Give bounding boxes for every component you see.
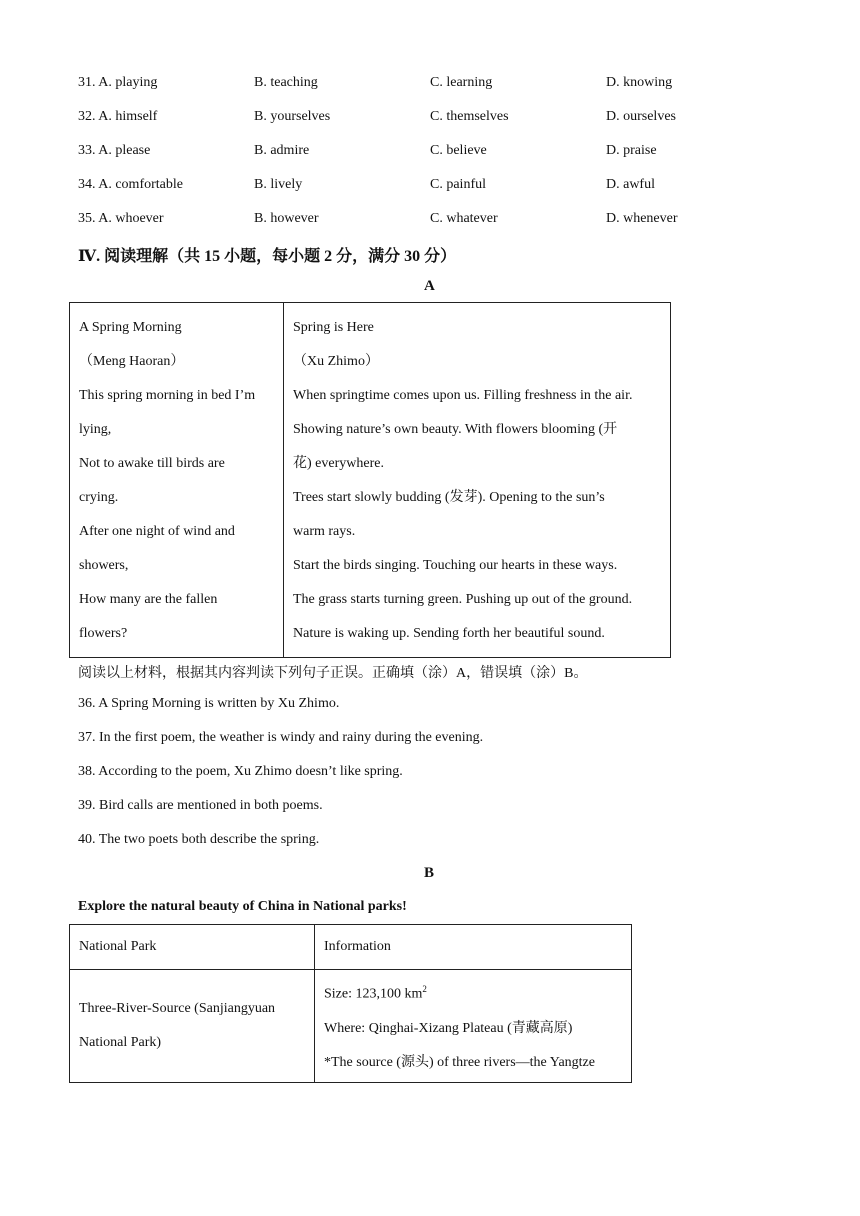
park-where: Where: Qinghai-Xizang Plateau (青藏高原) [324, 1020, 573, 1036]
poem-2-title: Spring is Here [293, 320, 374, 335]
park-size-text: Size: 123,100 km [324, 986, 423, 1002]
option-b: B. teaching [254, 75, 318, 90]
poem-2-line: Start the birds singing. Touching our hearts in these ways. [293, 558, 618, 573]
poem-2-line: warm rays. [293, 524, 356, 539]
poem-2-line: Nature is waking up. Sending forth her beautiful sound. [293, 626, 605, 641]
poem-1-line: flowers? [79, 626, 128, 641]
poem-1-line: showers, [79, 558, 129, 573]
part-b-heading: Explore the natural beauty of China in National parks! [78, 899, 407, 914]
parks-table [69, 924, 632, 1083]
park-info-cell [315, 970, 632, 1083]
option-row [78, 109, 778, 129]
park-size-sup: 2 [422, 984, 427, 995]
option-d: D. ourselves [606, 109, 676, 124]
option-d: D. awful [606, 177, 655, 192]
option-d: D. praise [606, 143, 657, 158]
option-c: C. believe [430, 143, 487, 158]
option-b: B. however [254, 211, 319, 226]
option-row [78, 143, 778, 163]
park-name-line: Three-River-Source (Sanjiangyuan [79, 1001, 276, 1016]
option-a: 31. A. playing [78, 75, 158, 90]
option-row [78, 75, 778, 95]
poem-2-line: 花) everywhere. [293, 456, 384, 471]
statement-38: 38. According to the poem, Xu Zhimo doesn’t like spring. [78, 764, 403, 779]
poem-1-line: lying, [79, 422, 112, 437]
poem-2-line: Showing nature’s own beauty. With flowers blooming (开 [293, 422, 618, 437]
option-c: C. painful [430, 177, 486, 192]
poem-1-line: How many are the fallen [79, 592, 218, 607]
option-a: 35. A. whoever [78, 211, 164, 226]
option-a: 32. A. himself [78, 109, 158, 124]
part-b-label: B [424, 865, 435, 881]
parks-header-info: Information [315, 925, 632, 970]
poem-1-cell [70, 303, 284, 658]
park-name-line: National Park) [79, 1035, 162, 1050]
option-c: C. themselves [430, 109, 509, 124]
option-c: C. learning [430, 75, 493, 90]
statement-37: 37. In the first poem, the weather is windy and rainy during the evening. [78, 730, 484, 745]
option-d: D. knowing [606, 75, 673, 90]
poem-1-line: Not to awake till birds are [79, 456, 225, 471]
option-b: B. yourselves [254, 109, 331, 124]
option-b: B. admire [254, 143, 310, 158]
statement-36: 36. A Spring Morning is written by Xu Zhimo. [78, 696, 340, 711]
poem-1-author: （Meng Haoran） [79, 354, 185, 369]
option-b: B. lively [254, 177, 303, 192]
poem-1-line: This spring morning in bed I’m [79, 388, 256, 403]
poem-2-line: Trees start slowly budding (发芽). Opening to the sun’s [293, 490, 605, 505]
poem-2-cell [284, 303, 671, 658]
poem-2-author: （Xu Zhimo） [293, 354, 379, 369]
option-row [78, 177, 778, 197]
parks-header-park: National Park [70, 925, 315, 970]
poem-1-title: A Spring Morning [79, 320, 182, 335]
park-name-cell [70, 970, 315, 1083]
poem-1-line: crying. [79, 490, 119, 505]
part-a-label: A [424, 278, 435, 294]
poem-1-line: After one night of wind and [79, 524, 235, 539]
park-source: *The source (源头) of three rivers—the Yangtze [324, 1054, 595, 1070]
poem-2-line: The grass starts turning green. Pushing up out of the ground. [293, 592, 633, 607]
poem-2-line: When springtime comes upon us. Filling freshness in the air. [293, 388, 633, 403]
instruction-text: 阅读以上材料，根据其内容判读下列句子正误。正确填（涂）A，错误填（涂）B。 [78, 666, 588, 681]
option-c: C. whatever [430, 211, 498, 226]
park-size [324, 972, 622, 1012]
statement-39: 39. Bird calls are mentioned in both poems. [78, 798, 323, 813]
option-row [78, 211, 778, 231]
statement-40: 40. The two poets both describe the spring. [78, 832, 320, 847]
section-title: Ⅳ. 阅读理解（共 15 小题，每小题 2 分，满分 30 分） [78, 248, 457, 265]
option-a: 34. A. comfortable [78, 177, 183, 192]
poems-table [69, 302, 671, 658]
option-a: 33. A. please [78, 143, 151, 158]
option-d: D. whenever [606, 211, 678, 226]
